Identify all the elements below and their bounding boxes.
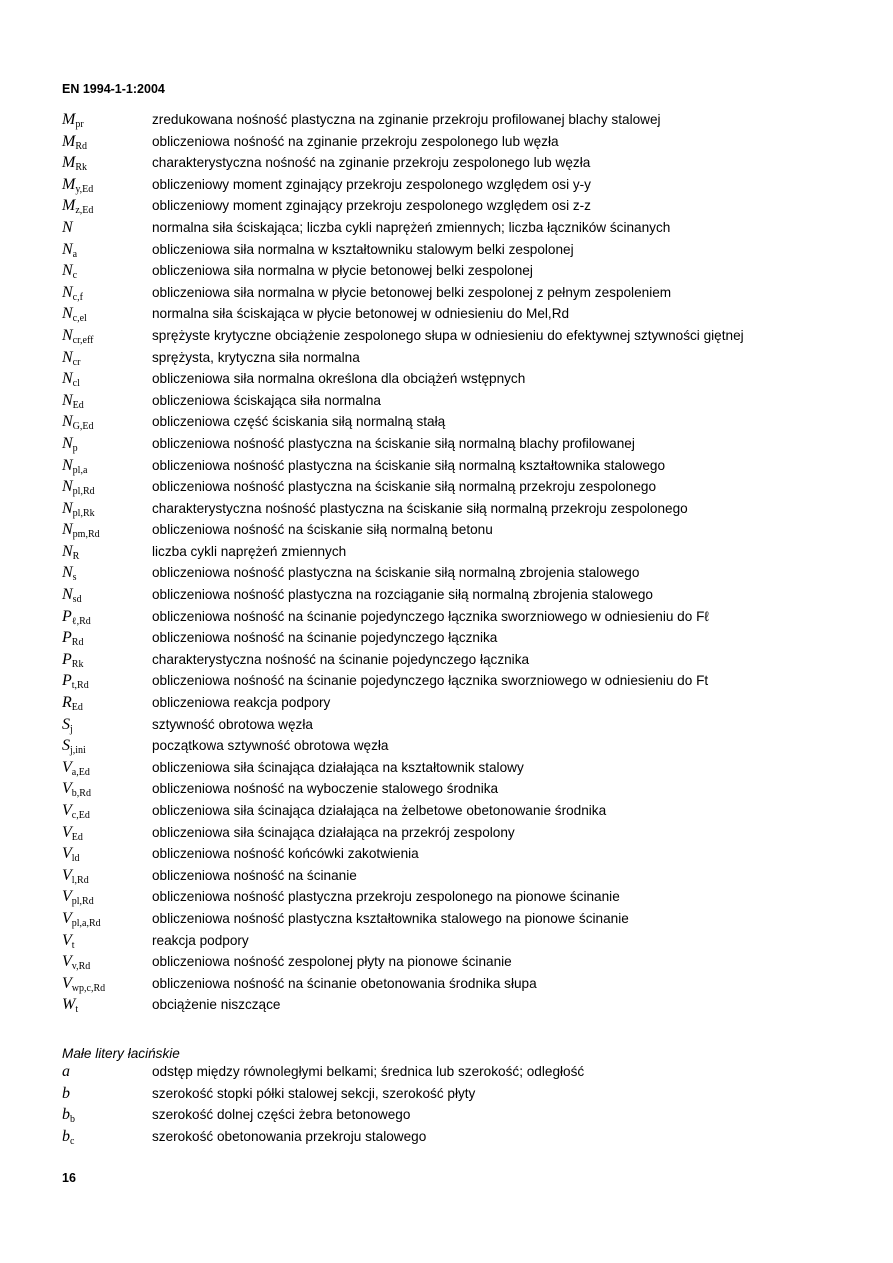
symbol-description: charakterystyczna nośność plastyczna na ściskanie siłą normalną przekroju zespolonego [152, 500, 688, 516]
symbol [62, 629, 152, 648]
symbol-description: normalna siła ściskająca w płycie betonowej w odniesieniu do Mel,Rd [152, 306, 570, 322]
symbol-row [62, 284, 852, 306]
symbol [62, 759, 152, 778]
symbol-base: N [62, 370, 73, 388]
symbol [62, 845, 152, 864]
page-number: 16 [62, 1171, 76, 1185]
symbol-base: V [62, 845, 72, 863]
symbol [62, 521, 152, 540]
symbol-list [62, 111, 852, 1018]
symbol-subscript: t [75, 1004, 79, 1016]
symbol-row [62, 111, 852, 133]
symbol-subscript: cr,eff [72, 334, 94, 346]
symbol-description: obliczeniowa nośność plastyczna na ściskanie siłą normalną kształtownika stalowego [152, 457, 666, 473]
symbol-subscript: Rd [71, 637, 84, 649]
symbol-base: M [62, 197, 76, 215]
symbol-description: szerokość stopki półki stalowej sekcji, szerokość płyty [152, 1085, 476, 1101]
symbol-subscript: Ed [71, 831, 83, 843]
symbol-description: obliczeniowa siła normalna w kształtowniku stalowym belki zespolonej [152, 241, 574, 257]
symbol-subscript: p [72, 442, 78, 454]
symbol-description: obliczeniowa siła ścinająca działająca na przekrój zespolony [152, 824, 515, 840]
symbol-subscript: v,Rd [71, 961, 91, 973]
symbol-base: M [62, 111, 76, 128]
symbol-base: M [62, 132, 76, 150]
symbol-row [62, 564, 852, 586]
symbol-row [62, 370, 852, 392]
symbol-base: N [62, 240, 73, 258]
symbol-description: reakcja podpory [152, 932, 249, 948]
symbol-base: N [62, 434, 73, 452]
symbol-row [62, 1106, 852, 1128]
symbol-base: R [62, 694, 72, 712]
symbol [62, 888, 152, 907]
symbol-row [62, 910, 852, 932]
symbol-row [62, 219, 852, 241]
symbol-description: charakterystyczna nośność na zginanie przekroju zespolonego lub węzła [152, 155, 591, 171]
symbol [62, 241, 152, 260]
symbol-row [62, 672, 852, 694]
symbol-row [62, 349, 852, 371]
symbol-description: obliczeniowa część ściskania siłą normalną stałą [152, 414, 446, 430]
symbol [62, 975, 152, 994]
symbol-base: V [62, 974, 72, 992]
symbol-description: obliczeniowa siła normalna w płycie betonowej belki zespolonej [152, 263, 533, 279]
symbol-subscript: a [72, 248, 78, 260]
symbol-description: obliczeniowy moment zginający przekroju zespolonego względem osi z-z [152, 198, 591, 214]
symbol-base: M [62, 175, 76, 193]
symbol [62, 824, 152, 843]
symbol-row [62, 521, 852, 543]
symbol-description: obliczeniowa nośność na wyboczenie stalowego środnika [152, 781, 499, 797]
symbol [62, 197, 152, 216]
symbol-row [62, 543, 852, 565]
symbol-row [62, 608, 852, 630]
symbol-base: P [62, 672, 72, 690]
symbol-description: normalna siła ściskająca; liczba cykli naprężeń zmiennych; liczba łączników ścinanych [152, 219, 671, 235]
symbol [62, 651, 152, 670]
symbol-base: b [62, 1127, 70, 1145]
symbol-subscript: t,Rd [71, 680, 89, 692]
symbol-subscript: pl,a,Rd [71, 917, 101, 929]
symbol-subscript: Ed [72, 399, 84, 411]
symbol-subscript: Rk [75, 162, 87, 174]
symbol [62, 154, 152, 173]
symbol-row [62, 845, 852, 867]
symbol-row [62, 154, 852, 176]
symbol-base: V [62, 931, 72, 949]
symbol-row [62, 802, 852, 824]
symbol-base: S [62, 737, 70, 755]
lowercase-symbol-list [62, 1063, 852, 1149]
symbol-subscript: y,Ed [75, 183, 94, 195]
symbol-description: zredukowana nośność plastyczna na zginanie przekroju profilowanej blachy stalowej [152, 112, 661, 127]
symbol-row [62, 975, 852, 997]
symbol-base: N [62, 413, 73, 431]
symbol [62, 1085, 152, 1104]
symbol-base: V [62, 758, 72, 776]
symbol-subscript: c,el [72, 313, 87, 325]
symbol [62, 1063, 152, 1082]
symbol-subscript: b,Rd [71, 788, 91, 800]
symbol [62, 802, 152, 821]
symbol-description: obliczeniowa nośność na ścinanie pojedynczego łącznika sworzniowego w odniesieniu do Ft [152, 673, 709, 689]
symbol-row [62, 737, 852, 759]
symbol [62, 608, 152, 627]
symbol-row [62, 413, 852, 435]
symbol-row [62, 197, 852, 219]
symbol-subscript: j [70, 723, 73, 735]
symbol-base: P [62, 607, 72, 625]
symbol-subscript: b [70, 1114, 75, 1126]
symbol-subscript: t [71, 939, 75, 951]
symbol-description: obliczeniowa nośność na ścinanie obetonowania środnika słupa [152, 975, 537, 991]
symbol-description: obliczeniowa nośność plastyczna przekroju zespolonego na pionowe ścinanie [152, 889, 620, 905]
symbol-row [62, 651, 852, 673]
symbol-description: obliczeniowa siła ścinająca działająca na żelbetowe obetonowanie środnika [152, 803, 607, 818]
symbol-subscript: cl [72, 378, 80, 390]
symbol-base: N [62, 586, 73, 604]
symbol-description: początkowa sztywność obrotowa węzła [152, 738, 389, 754]
symbol [62, 586, 152, 605]
symbol-base: V [62, 802, 72, 819]
symbol-subscript: Rd [75, 140, 87, 152]
symbol-row [62, 133, 852, 155]
symbol-base: V [62, 866, 72, 884]
symbol-row [62, 1085, 852, 1107]
document-header: EN 1994-1-1:2004 [62, 82, 165, 96]
symbol [62, 543, 152, 562]
symbol-row [62, 780, 852, 802]
symbol-subscript: G,Ed [72, 421, 94, 433]
symbol-row [62, 953, 852, 975]
symbol-row [62, 457, 852, 479]
symbol-description: obliczeniowa nośność końcówki zakotwienia [152, 846, 419, 862]
symbol-description: obliczeniowa nośność plastyczna na ściskanie siłą normalną zbrojenia stalowego [152, 565, 640, 581]
symbol-subscript: s [72, 572, 77, 584]
symbol-row [62, 1128, 852, 1150]
symbol-base: P [62, 629, 72, 647]
symbol-subscript: R [72, 550, 80, 562]
symbol [62, 176, 152, 195]
symbol-description: obliczeniowa reakcja podpory [152, 695, 331, 711]
symbol [62, 737, 152, 756]
symbol-base: N [62, 521, 73, 539]
symbol [62, 327, 152, 346]
symbol-base: b [62, 1084, 70, 1102]
symbol-subscript: pl,Rd [71, 896, 94, 908]
symbol-base: S [62, 715, 70, 733]
symbol-row [62, 262, 852, 284]
symbol-row [62, 1063, 852, 1085]
symbol-description: obliczeniowa nośność na ścinanie pojedynczego łącznika sworzniowego w odniesieniu do Fℓ [152, 608, 709, 624]
symbol-subscript: ℓ,Rd [71, 615, 91, 627]
symbol-subscript: j,ini [70, 745, 86, 757]
symbol-subscript: pr [75, 119, 84, 130]
symbol-subscript: c,f [72, 291, 83, 303]
symbol-base: N [62, 218, 73, 236]
section-title-lowercase-latin: Małe litery łacińskie [62, 1046, 180, 1061]
symbol-base: W [62, 996, 76, 1014]
symbol-base: N [62, 542, 73, 560]
symbol-subscript: Ed [71, 702, 83, 714]
symbol-description: obciążenie niszczące [152, 997, 281, 1013]
symbol-row [62, 435, 852, 457]
symbol-row [62, 716, 852, 738]
symbol-description: szerokość obetonowania przekroju stalowego [152, 1128, 427, 1144]
symbol [62, 392, 152, 411]
symbol [62, 133, 152, 152]
symbol-row [62, 241, 852, 263]
symbol [62, 716, 152, 735]
symbol-description: obliczeniowa nośność plastyczna kształtownika stalowego na pionowe ścinanie [152, 910, 629, 926]
symbol [62, 996, 152, 1015]
symbol-base: V [62, 888, 72, 906]
symbol-description: obliczeniowa siła normalna w płycie betonowej belki zespolonej z pełnym zespoleniem [152, 284, 672, 300]
symbol-row [62, 996, 852, 1018]
symbol-description: charakterystyczna nośność na ścinanie pojedynczego łącznika [152, 651, 530, 667]
symbol-subscript: c [70, 1135, 75, 1147]
symbol [62, 262, 152, 281]
symbol [62, 932, 152, 951]
symbol [62, 413, 152, 432]
symbol-row [62, 586, 852, 608]
symbol-row [62, 327, 852, 349]
symbol-row [62, 932, 852, 954]
symbol-description: obliczeniowa siła ścinająca działająca na kształtownik stalowy [152, 759, 524, 775]
symbol-base: V [62, 909, 72, 927]
symbol-description: obliczeniowa nośność na ścinanie [152, 867, 357, 883]
symbol-subscript: sd [72, 594, 82, 606]
symbol-base: N [62, 326, 73, 344]
symbol [62, 780, 152, 799]
symbol [62, 305, 152, 324]
symbol-subscript: wp,c,Rd [71, 982, 106, 994]
symbol-description: odstęp między równoległymi belkami; średnica lub szerokość; odległość [152, 1064, 585, 1079]
symbol-row [62, 392, 852, 414]
symbol-subscript: pl,a [72, 464, 88, 476]
symbol-description: obliczeniowa nośność plastyczna na ściskanie siłą normalną blachy profilowanej [152, 435, 635, 451]
symbol-description: sprężysta, krytyczna siła normalna [152, 349, 360, 365]
symbol-subscript: c [72, 270, 78, 282]
symbol-row [62, 867, 852, 889]
symbol-base: N [62, 391, 73, 409]
symbol-row [62, 759, 852, 781]
symbol-description: obliczeniowa nośność na ściskanie siłą normalną betonu [152, 522, 493, 538]
symbol-base: N [62, 478, 73, 496]
symbol-base: N [62, 283, 73, 301]
symbol [62, 500, 152, 519]
symbol-description: obliczeniowa nośność zespolonej płyty na pionowe ścinanie [152, 954, 512, 970]
symbol-description: obliczeniowa siła normalna określona dla obciążeń wstępnych [152, 371, 526, 387]
symbol-description: obliczeniowa nośność plastyczna na ściskanie siłą normalną przekroju zespolonego [152, 479, 657, 495]
symbol-description: obliczeniowa nośność na ścinanie pojedynczego łącznika [152, 630, 498, 646]
symbol-subscript: pl,Rd [72, 486, 95, 498]
symbol [62, 1106, 152, 1125]
symbol [62, 219, 152, 238]
symbol-base: a [62, 1063, 70, 1080]
symbol [62, 694, 152, 713]
symbol [62, 111, 152, 130]
symbol-subscript: l,Rd [71, 874, 89, 886]
symbol-subscript: c,Ed [71, 810, 90, 821]
symbol-description: sprężyste krytyczne obciążenie zespolonego słupa w odniesieniu do efektywnej sztywności giętnej [152, 327, 744, 343]
symbol-base: P [62, 650, 72, 668]
symbol [62, 478, 152, 497]
symbol-base: M [62, 154, 76, 172]
symbol [62, 457, 152, 476]
symbol-description: obliczeniowa ściskająca siła normalna [152, 392, 381, 408]
symbol [62, 953, 152, 972]
symbol-base: V [62, 823, 72, 841]
symbol-base: N [62, 262, 73, 280]
symbol-row [62, 500, 852, 522]
symbol-description: liczba cykli naprężeń zmiennych [152, 543, 347, 559]
symbol [62, 1128, 152, 1147]
symbol [62, 284, 152, 303]
symbol-base: N [62, 456, 73, 474]
symbol-base: V [62, 780, 72, 798]
symbol-base: N [62, 564, 73, 582]
symbol-subscript: a,Ed [71, 766, 90, 778]
symbol-description: obliczeniowa nośność na zginanie przekroju zespolonego lub węzła [152, 133, 559, 149]
symbol [62, 349, 152, 368]
symbol-subscript: z,Ed [75, 205, 94, 217]
symbol-subscript: pl,Rk [72, 507, 95, 519]
symbol-row [62, 478, 852, 500]
symbol-subscript: cr [72, 356, 81, 368]
symbol [62, 910, 152, 929]
symbol-row [62, 888, 852, 910]
symbol [62, 370, 152, 389]
symbol-description: sztywność obrotowa węzła [152, 716, 313, 732]
symbol-base: N [62, 348, 73, 366]
symbol-description: obliczeniowa nośność plastyczna na rozciąganie siłą normalną zbrojenia stalowego [152, 587, 653, 603]
symbol-base: b [62, 1106, 70, 1124]
symbol-subscript: ld [71, 853, 80, 865]
symbol-subscript: Rk [71, 658, 84, 670]
symbol [62, 867, 152, 886]
symbol-base: V [62, 953, 72, 971]
symbol [62, 435, 152, 454]
symbol-base: N [62, 499, 73, 517]
symbol-row [62, 176, 852, 198]
symbol-row [62, 824, 852, 846]
symbol-row [62, 305, 852, 327]
symbol [62, 564, 152, 583]
symbol-description: obliczeniowy moment zginający przekroju zespolonego względem osi y-y [152, 176, 591, 192]
symbol-row [62, 694, 852, 716]
symbol-subscript: pm,Rd [72, 529, 100, 541]
symbol-row [62, 629, 852, 651]
symbol-description: szerokość dolnej części żebra betonowego [152, 1107, 411, 1123]
symbol [62, 672, 152, 691]
symbol-base: N [62, 305, 73, 323]
